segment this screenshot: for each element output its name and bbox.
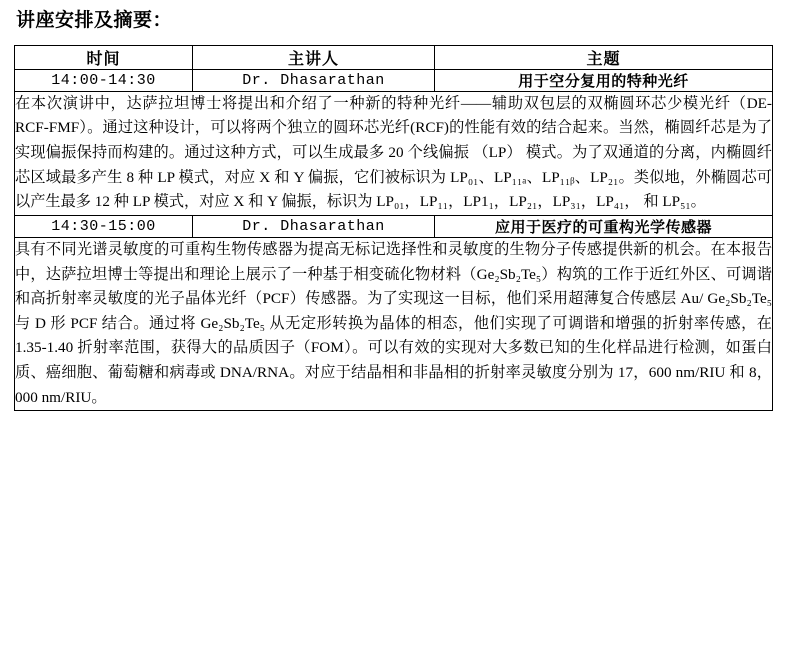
table-row [15, 69, 773, 91]
session-speaker: Dr. Dhasarathan [193, 215, 435, 237]
document-page [0, 10, 786, 661]
table-header-row [15, 45, 773, 69]
column-header-speaker: 主讲人 [193, 45, 435, 69]
table-row-abstract [15, 237, 773, 410]
session-topic: 用于空分复用的特种光纤 [435, 69, 773, 91]
session-speaker: Dr. Dhasarathan [193, 69, 435, 91]
session-time: 14:30-15:00 [15, 215, 193, 237]
session-time: 14:00-14:30 [15, 69, 193, 91]
column-header-time: 时间 [15, 45, 193, 69]
session-abstract: 具有不同光谱灵敏度的可重构生物传感器为提高无标记选择性和灵敏度的生物分子传感提供新的机会。在本报告中，达萨拉坦博士等提出和理论上展示了一种基于相变硫化物材料（Ge₂Sb₂Te₅）构筑的工作于近红外区、可调谐和高折射率灵敏度的光子晶体光纤（PCF）传感器。为了实现这一目标，他们采用超薄复合传感层 Au/ Ge₂Sb₂Te₅ 与 D 形 PCF 结合。通过将 Ge₂Sb₂Te₅ 从无定形转换为晶体的相态，他们实现了可调谐和增强的折射率传感，在 1.35-1.40 折射率范围，获得大的品质因子（FOM）。可以有效的实现对大多数已知的生化样品进行检测，如蛋白质、癌细胞、葡萄糖和病毒或 DNA/RNA。对应于结晶相和非晶相的折射率灵敏度分别为 17，600 nm/RIU 和 8，000 nm/RIU。 [15, 237, 773, 410]
lecture-schedule-table [14, 45, 773, 412]
page-title: 讲座安排及摘要： [16, 10, 173, 31]
session-abstract: 在本次演讲中，达萨拉坦博士将提出和介绍了一种新的特种光纤——辅助双包层的双椭圆环芯少模光纤（DE-RCF-FMF）。通过这种设计，可以将两个独立的圆环芯光纤(RCF)的性能有效的结合起来。当然，椭圆纤芯是为了实现偏振保持而构建的。通过这种方式，可以生成最多 20 个线偏振 （LP） 模式。为了双通道的分离，内椭圆纤芯区域最多产生 8 种 LP 模式，对应 X 和 Y 偏振，它们被标识为 LP₀₁、LP₁₁ₐ、LP₁₁ᵦ、LP₂₁。类似地，外椭圆芯可以产生最多 12 种 LP 模式，对应 X 和 Y 偏振，标识为 LP₀₁，LP₁₁，LP1₁，LP₂₁，LP₃₁，LP₄₁， 和 LP₅₁。 [15, 91, 773, 215]
table-row [15, 215, 773, 237]
column-header-topic: 主题 [435, 45, 773, 69]
table-row-abstract [15, 91, 773, 215]
session-topic: 应用于医疗的可重构光学传感器 [435, 215, 773, 237]
